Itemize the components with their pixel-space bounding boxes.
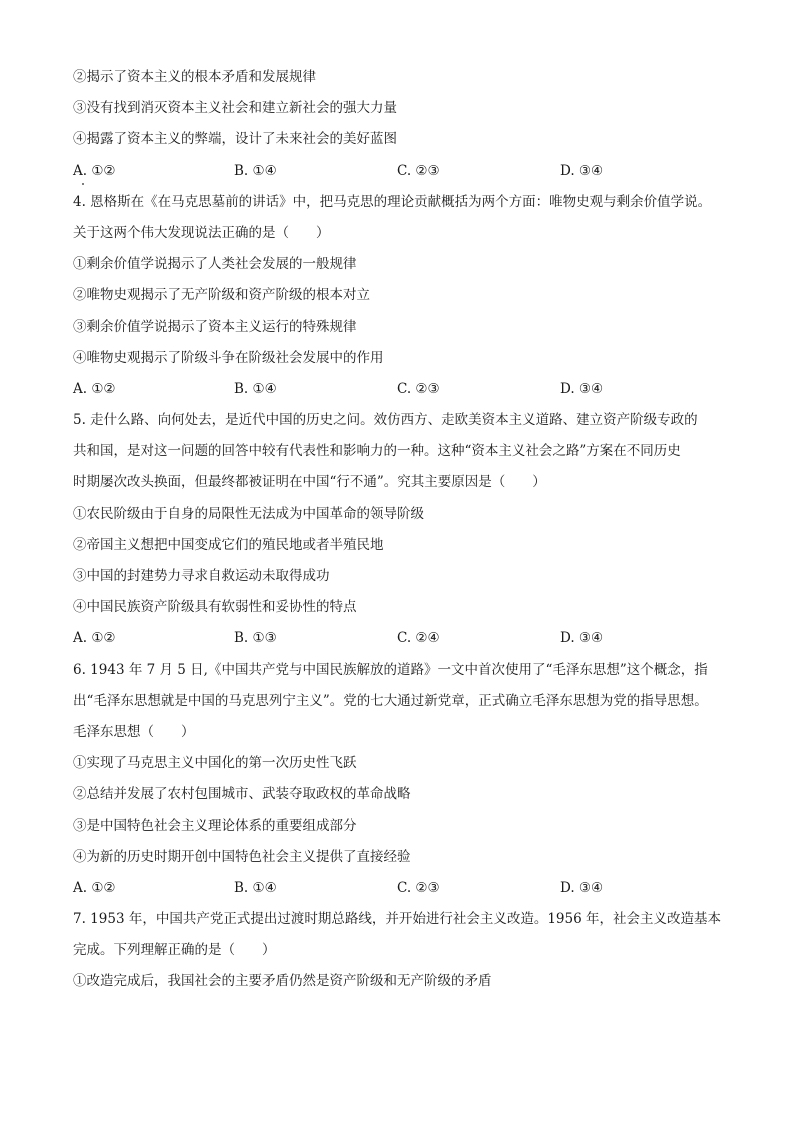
q6-item-3: ③是中国特色社会主义理论体系的重要组成部分 xyxy=(73,817,357,834)
q4-item-1: ①剩余价值学说揭示了人类社会发展的一般规律 xyxy=(73,256,357,273)
q4-options xyxy=(73,374,733,405)
q4-item-4: ④唯物史观揭示了阶级斗争在阶级社会发展中的作用 xyxy=(73,349,384,366)
q4-option-d: D. ③④ xyxy=(560,380,604,397)
q3-option-c: C. ②③ xyxy=(397,162,440,179)
exam-page xyxy=(73,62,733,998)
q6-options xyxy=(73,873,733,904)
q6-stem-line-3: 毛泽东思想（ ） xyxy=(73,723,195,740)
q5-stem-line-1: 5. 走什么路、向何处去，是近代中国的历史之问。效仿西方、走欧美资本主义道路、建立资产阶级专政的 xyxy=(73,412,698,429)
stray-dot-mark xyxy=(82,183,84,185)
q6-stem-line-2: 出“毛泽东思想就是中国的马克思列宁主义”。党的七大通过新党章，正式确立毛泽东思想为党的指导思想。 xyxy=(73,692,708,709)
question-6 xyxy=(73,655,733,905)
q3-option-b: B. ①④ xyxy=(234,162,277,179)
q5-item-3: ③中国的封建势力寻求自救运动未取得成功 xyxy=(73,568,330,584)
q6-item-4: ④为新的历史时期开创中国特色社会主义提供了直接经验 xyxy=(73,848,411,865)
q7-stem-line-1: 7. 1953 年，中国共产党正式提出过渡时期总路线，并开始进行社会主义改造。1956 年，社会主义改造基本 xyxy=(73,911,721,928)
q4-item-3: ③剩余价值学说揭示了资本主义运行的特殊规律 xyxy=(73,318,357,335)
q6-option-a: A. ①② xyxy=(73,879,116,896)
q5-item-4: ④中国民族资产阶级具有软弱性和妥协性的特点 xyxy=(73,599,357,616)
q6-item-1: ①实现了马克思主义中国化的第一次历史性飞跃 xyxy=(73,755,357,772)
q3-item-2: ②揭示了资本主义的根本矛盾和发展规律 xyxy=(73,69,316,85)
q5-option-b: B. ①③ xyxy=(234,630,277,647)
q4-stem-line-1: 4. 恩格斯在《在马克思墓前的讲话》中，把马克思的理论贡献概括为两个方面：唯物史观与剩余价值学说。 xyxy=(73,193,712,210)
q3-option-d: D. ③④ xyxy=(560,162,604,179)
q7-stem-line-2: 完成。下列理解正确的是（ ） xyxy=(73,942,276,959)
q5-item-2: ②帝国主义想把中国变成它们的殖民地或者半殖民地 xyxy=(73,536,384,553)
question-4 xyxy=(73,187,733,405)
q4-option-b: B. ①④ xyxy=(234,380,277,397)
q5-option-a: A. ①② xyxy=(73,630,116,647)
q7-item-1: ①改造完成后，我国社会的主要矛盾仍然是资产阶级和无产阶级的矛盾 xyxy=(73,973,492,990)
question-7 xyxy=(73,904,733,998)
question-5 xyxy=(73,405,733,655)
q5-option-c: C. ②④ xyxy=(397,630,440,647)
q5-item-1: ①农民阶级由于自身的局限性无法成为中国革命的领导阶级 xyxy=(73,505,424,522)
q6-option-c: C. ②③ xyxy=(397,879,440,896)
q3-options xyxy=(73,156,733,187)
q3-item-3: ③没有找到消灭资本主义社会和建立新社会的强大力量 xyxy=(73,100,397,117)
q3-item-4: ④揭露了资本主义的弊端，设计了未来社会的美好蓝图 xyxy=(73,131,397,148)
q5-stem-line-3: 时期屡次改头换面，但最终都被证明在中国“行不通”。究其主要原因是（ ） xyxy=(73,474,546,491)
q6-option-d: D. ③④ xyxy=(560,879,604,896)
q4-stem-line-2: 关于这两个伟大发现说法正确的是（ ） xyxy=(73,224,330,241)
q5-stem-line-2: 共和国，是对这一问题的回答中较有代表性和影响力的一种。这种“资本主义社会之路”方案在不同历史 xyxy=(73,443,681,460)
q6-option-b: B. ①④ xyxy=(234,879,277,896)
q4-option-a: A. ①② xyxy=(73,380,116,397)
q6-item-2: ②总结并发展了农村包围城市、武装夺取政权的革命战略 xyxy=(73,786,411,803)
q4-option-c: C. ②③ xyxy=(397,380,440,397)
q5-options xyxy=(73,623,733,654)
q5-option-d: D. ③④ xyxy=(560,630,604,647)
question-3-tail xyxy=(73,62,733,187)
q4-item-2: ②唯物史观揭示了无产阶级和资产阶级的根本对立 xyxy=(73,287,370,304)
q3-option-a: A. ①② xyxy=(73,162,116,179)
q6-stem-line-1: 6. 1943 年 7 月 5 日,《中国共产党与中国民族解放的道路》一文中首次使用了“毛泽东思想”这个概念，指 xyxy=(73,661,708,678)
